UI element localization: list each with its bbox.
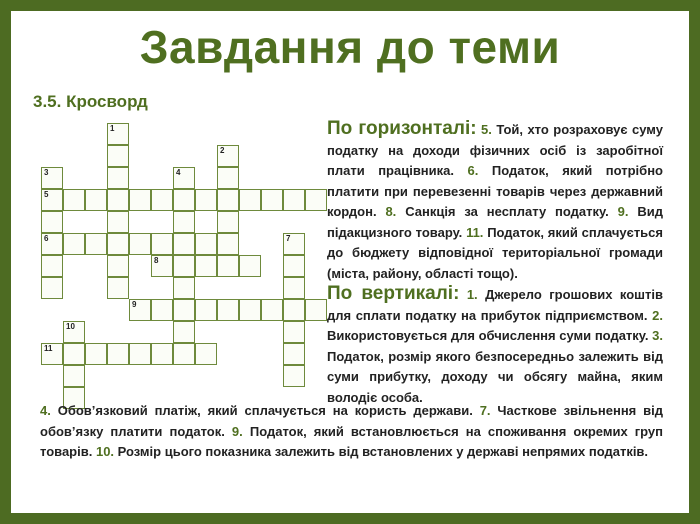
section-subtitle: 3.5. Кросворд — [33, 92, 148, 111]
crossword-cell[interactable] — [173, 211, 195, 233]
crossword-cell[interactable] — [151, 343, 173, 365]
clue-text: Санкція за несплату податку. — [405, 204, 609, 219]
crossword-cell[interactable] — [63, 233, 85, 255]
crossword-cell[interactable] — [195, 189, 217, 211]
crossword-cell[interactable] — [173, 255, 195, 277]
crossword-cell[interactable] — [129, 233, 151, 255]
clue-number: 2. — [652, 307, 663, 323]
crossword-clue-number: 9 — [132, 300, 137, 309]
crossword-cell[interactable] — [41, 189, 63, 211]
clue-text: Податок, розмір якого безпосередньо залежить від суми прибутку, доходу чи обсягу майна, яким володіє особа. — [327, 348, 663, 405]
clue-number: 7. — [479, 403, 491, 418]
clue-number: 11. — [466, 224, 484, 240]
clue-number: 9. — [617, 204, 629, 219]
crossword-cell[interactable] — [217, 299, 239, 321]
crossword-cell[interactable] — [305, 189, 327, 211]
clue-text: Обов’язковий платіж, який сплачується на користь держави. — [57, 403, 473, 418]
crossword-cell[interactable] — [283, 233, 305, 255]
crossword-cell[interactable] — [195, 233, 217, 255]
crossword-clue-number: 1 — [110, 124, 115, 133]
crossword-cell[interactable] — [151, 299, 173, 321]
crossword-cell[interactable] — [63, 321, 85, 343]
crossword-cell[interactable] — [305, 299, 327, 321]
crossword-cell[interactable] — [151, 233, 173, 255]
crossword-cell[interactable] — [107, 211, 129, 233]
crossword-cell[interactable] — [63, 189, 85, 211]
crossword-cell[interactable] — [107, 189, 129, 211]
crossword-cell[interactable] — [41, 167, 63, 189]
crossword-cell[interactable] — [63, 365, 85, 387]
crossword-clue-number: 2 — [220, 146, 225, 155]
crossword-cell[interactable] — [41, 277, 63, 299]
clue-number: 1. — [466, 287, 478, 302]
crossword-cell[interactable] — [41, 233, 63, 255]
crossword-cell[interactable] — [107, 233, 129, 255]
vertical-heading: По вертикалі: — [327, 283, 460, 304]
crossword-cell[interactable] — [63, 343, 85, 365]
crossword-cell[interactable] — [217, 255, 239, 277]
slide-title: Завдання до теми — [139, 21, 561, 73]
clue-number: 10. — [95, 444, 115, 459]
crossword-cell[interactable] — [217, 211, 239, 233]
crossword-cell[interactable] — [129, 299, 151, 321]
clue-text: Податок, який встановлюється на споживання окремих груп товарів. — [40, 423, 664, 459]
crossword-cell[interactable] — [173, 189, 195, 211]
clue-number: 9. — [231, 423, 243, 439]
crossword-cell[interactable] — [173, 233, 195, 255]
crossword-cell[interactable] — [107, 343, 129, 365]
crossword-cell[interactable] — [129, 343, 151, 365]
crossword-cell[interactable] — [283, 189, 305, 211]
crossword-cell[interactable] — [107, 167, 129, 189]
crossword-cell[interactable] — [85, 233, 107, 255]
clue-text: Розмір цього показника залежить від встановлених у державі непрямих податків. — [117, 444, 649, 459]
crossword-clue-number: 4 — [176, 168, 181, 177]
crossword-cell[interactable] — [41, 343, 63, 365]
clues-bottom — [40, 401, 663, 463]
clue-text: Часткове звільнення від обов’язку платити податок. — [40, 403, 663, 439]
crossword-cell[interactable] — [217, 145, 239, 167]
crossword-cell[interactable] — [261, 299, 283, 321]
clue-text: Вид підакцизного товару. — [327, 204, 664, 240]
crossword-cell[interactable] — [41, 211, 63, 233]
crossword-cell[interactable] — [261, 189, 283, 211]
crossword-clue-number: 11 — [44, 344, 53, 353]
crossword-cell[interactable] — [283, 299, 305, 321]
crossword-clue-number: 3 — [44, 168, 49, 177]
crossword-cell[interactable] — [283, 343, 305, 365]
crossword-clue-number: 10 — [66, 322, 75, 331]
crossword-cell[interactable] — [85, 189, 107, 211]
crossword-cell[interactable] — [129, 189, 151, 211]
crossword-cell[interactable] — [283, 277, 305, 299]
clue-text: Використовується для обчислення суми податку. — [327, 328, 649, 343]
clues-right-column — [327, 119, 663, 408]
crossword-cell[interactable] — [173, 321, 195, 343]
clue-number: 4. — [40, 403, 51, 418]
crossword-cell[interactable] — [173, 167, 195, 189]
crossword-cell[interactable] — [151, 189, 173, 211]
crossword-cell[interactable] — [217, 233, 239, 255]
crossword-cell[interactable] — [283, 255, 305, 277]
crossword-cell[interactable] — [41, 255, 63, 277]
crossword-clue-number: 6 — [44, 234, 49, 243]
horizontal-heading: По горизонталі: — [327, 118, 477, 139]
crossword-cell[interactable] — [195, 343, 217, 365]
clue-text: Джерело грошових коштів для сплати податку на прибуток підприємством. — [327, 287, 663, 323]
clue-number: 3. — [652, 328, 663, 343]
clue-text: Той, хто розраховує суму податку на доходи фізичних осіб із заробітної плати працівника. — [327, 122, 663, 178]
crossword-cell[interactable] — [283, 321, 305, 343]
crossword-cell[interactable] — [195, 255, 217, 277]
crossword-cell[interactable] — [283, 365, 305, 387]
crossword-cell[interactable] — [85, 343, 107, 365]
crossword-cell[interactable] — [239, 255, 261, 277]
crossword-cell[interactable] — [107, 145, 129, 167]
crossword-cell[interactable] — [217, 167, 239, 189]
clue-number: 5. — [481, 122, 492, 137]
crossword-clue-number: 7 — [286, 234, 291, 243]
crossword-cell[interactable] — [173, 277, 195, 299]
crossword-cell[interactable] — [107, 255, 129, 277]
crossword-cell[interactable] — [239, 189, 261, 211]
crossword-cell[interactable] — [107, 123, 129, 145]
crossword-cell[interactable] — [107, 277, 129, 299]
crossword-cell[interactable] — [239, 299, 261, 321]
crossword-clue-number: 8 — [154, 256, 159, 265]
clue-text: Податок, який потрібно платити при перевезенні товарів через державний кордон. — [327, 163, 663, 219]
crossword-cell[interactable] — [173, 343, 195, 365]
crossword-cell[interactable] — [173, 299, 195, 321]
crossword-clue-number: 5 — [44, 190, 49, 199]
clue-number: 8. — [385, 204, 397, 219]
crossword-cell[interactable] — [195, 299, 217, 321]
clue-number: 6. — [467, 163, 479, 178]
crossword-cell[interactable] — [217, 189, 239, 211]
crossword-cell[interactable] — [151, 255, 173, 277]
clue-text: Податок, який сплачується до бюджету відповідної територіальної громади (міста, району, області тощо). — [327, 224, 663, 281]
